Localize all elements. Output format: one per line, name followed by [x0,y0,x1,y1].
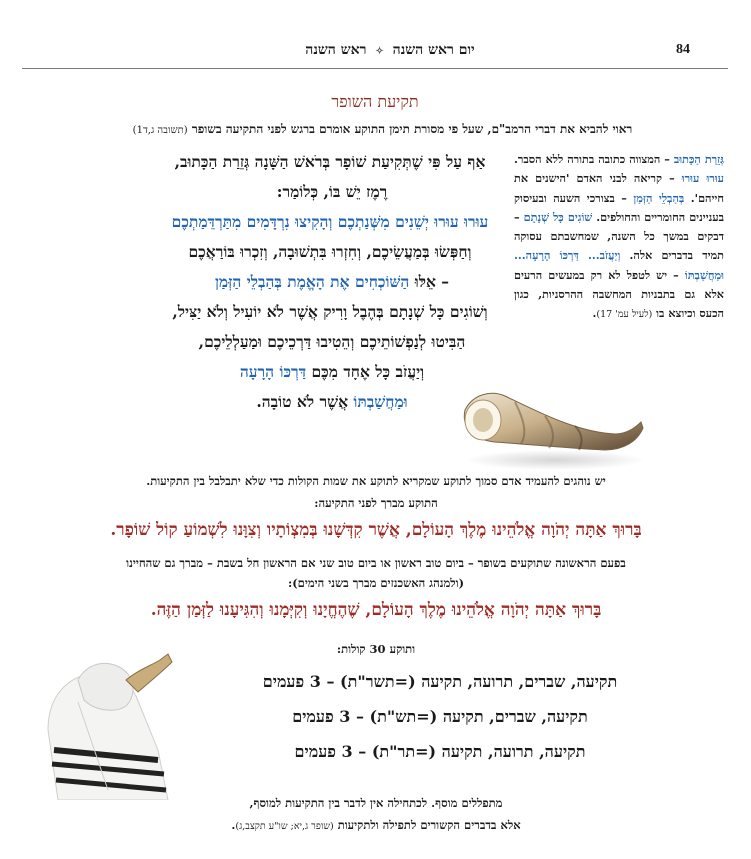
commentary-text: – יש לטפל לא רק במעשים הרעים אלא גם בתבניות המחשבה ההרסניות, כגון הכעס וכיוצא בו [514,267,724,321]
intro-body: ראוי להביא את דברי הרמב"ם, שעל פי מסורת תימן התוקע אומרם ברגש לפני התקיעה בשופר [191,122,633,136]
main-line-5-dash: – אֵלּוּ [409,272,450,291]
footer-line-2-end: . [231,818,236,832]
footer-line-1: מתפללים מוסף. לכתחילה אין לדבר בין התקיעות למוסף, [249,796,503,810]
tallit-person-image [18,640,188,800]
commentary-text: – המצווה כתובה בתורה ללא הסבר. [514,152,674,166]
header-rule [22,68,728,69]
commentary-text: – בצורכי השעה ובעיסוק בעניינים החומריים והחולפים. [514,190,724,224]
diamond-separator-icon: ✧ [375,46,384,57]
main-line-5-highlight: הַשּׁוֹכְחִים אֶת הָאֱמֶת בְּהַבְלֵי הַזְּמַן [214,272,410,291]
commentary-text: – דבקים במשך כל השנה, שמחשבתם עסוקה תמיד בדברים אלה. [514,209,724,263]
running-head-book: ראש השנה [305,42,367,58]
commentary-text: – קריאה לבני האדם 'הישנים את חייהם'. [514,171,724,205]
commentary-term: בְּהַבְלֵי הַזְּמַן [633,190,685,205]
main-line-9-highlight: וּמַחֲשַׁבְתּוֹ [353,392,408,411]
main-line-4: וְחַפְּשׂוּ בְּמַעֲשֵׂיכֶם, וְחִזְרוּ בִּתְשׁוּבָה, וְזִכְרוּ בּוֹרַאֲכֶם [188,242,472,261]
blessing-shehecheyanu: בָּרוּךְ אַתָּה יְהֹוָה אֱלֹהֵינוּ מֶלֶךְ הָעוֹלָם, שֶׁהֶחֱיָנוּ וְקִיְּמָנוּ וְהִגִּיעָנוּ לַזְּמַן הַזֶּה. [150,600,602,620]
main-line-1: אַף עַל פִּי שֶׁתְּקִיעַת שׁוֹפָר בְּרֹאשׁ הַשָּׁנָה גְּזֵרַת הַכָּתוּב, [174,152,486,171]
custom-note: יש נוהגים להעמיד אדם סמוך לתוקע שמקריא לתוקע את שמות הקולות כדי שלא יתבלבל בין התקיעות. [146,474,606,488]
running-head [300,42,480,59]
main-line-5 [152,272,512,292]
call-sequence-tashat: תקיעה, שברים, תקיעה (=תש"ת) – 3 פעמים [292,707,588,726]
thirty-sounds-note: ותוקע 30 קולות: [336,642,416,656]
commentary-term: גְּזֵרַת הַכָּתוּב [673,152,724,166]
commentary-term: עוּרוּ עוּרוּ [681,171,725,186]
commentary-source: (לעיל עמ' 17) [596,309,653,321]
footer-line-2 [40,818,712,832]
main-line-9-text: אֲשֶׁר לֹא טוֹבָה. [256,392,354,411]
call-sequence-tashrat: תקיעה, שברים, תרועה, תקיעה (=תשר"ת) – 3 פעמים [262,672,618,691]
main-line-6: וְשׁוֹגִים כָּל שְׁנָתָם בְּהֶבֶל וָרִיק אֲשֶׁר לֹא יוֹעִיל וְלֹא יַצִּיל, [172,302,488,321]
ashkenazi-note: (ולמנהג האשכנזים מברך בשני הימים): [287,576,465,590]
footer-line-2-text: אלא בדברים הקשורים לתפילה ולתקיעות [333,818,521,832]
main-line-2: רֶמֶז יֵשׁ בּוֹ, כְּלוֹמַר: [276,182,388,201]
main-line-7: הַבִּיטוּ לְנַפְשׁוֹתֵיכֶם וְהֵטִיבוּ דַּרְכֵיכֶם וּמַעַלְלֵיכֶם, [198,332,466,351]
running-head-section: יום ראש השנה [392,42,475,58]
before-blessing-note: התוקע מברך לפני התקיעה: [314,496,438,510]
first-time-note: בפעם הראשונה שתוקעים בשופר – ביום טוב ראשון או ביום טוב שני אם הראשון חל בשבת – מברך גם שהחיינו [126,556,626,570]
main-line-3: עוּרוּ עוּרוּ יְשֵׁנִים מִשְּׁנַתְכֶם וְהָקִיצוּ נִרְדָּמִים מִתַּרְדֵּמַתְכֶם [171,212,489,231]
main-line-8-text: וְיַעֲזֹב כָּל אֶחָד מִכֶּם [306,362,425,381]
page-number: 84 [676,42,690,57]
commentary-term: שׁוֹגִים כָּל שְׁנָתָם [523,209,593,224]
commentary-term: וְיַעֲזֹב... דַּרְכּוֹ הָרָעָה... וּמַחֲשַׁבְתּוֹ [514,248,724,282]
main-line-8-highlight: דַּרְכּוֹ הָרָעָה [239,362,307,381]
side-commentary [514,150,724,325]
footer-source: (שופר ג,יא; שו"ע תקצב,ג) [235,821,334,832]
call-sequence-tarat: תקיעה, תרועה, תקיעה (=תר"ת) – 3 פעמים [294,742,586,761]
shofar-horn-image [455,372,645,472]
intro-source: (תשובה ג,ד1) [132,125,188,136]
section-title: תקיעת השופר [331,92,419,111]
intro-text [70,122,695,137]
commentary-text: . [592,306,597,321]
blessing-shofar: בָּרוּךְ אַתָּה יְהֹוָה אֱלֹהֵינוּ מֶלֶךְ הָעוֹלָם, אֲשֶׁר קִדְּשָׁנוּ בְּמִצְוֹתָיו וְצִוָּנוּ לִשְׁמוֹעַ קוֹל שׁוֹפָר. [110,520,642,540]
